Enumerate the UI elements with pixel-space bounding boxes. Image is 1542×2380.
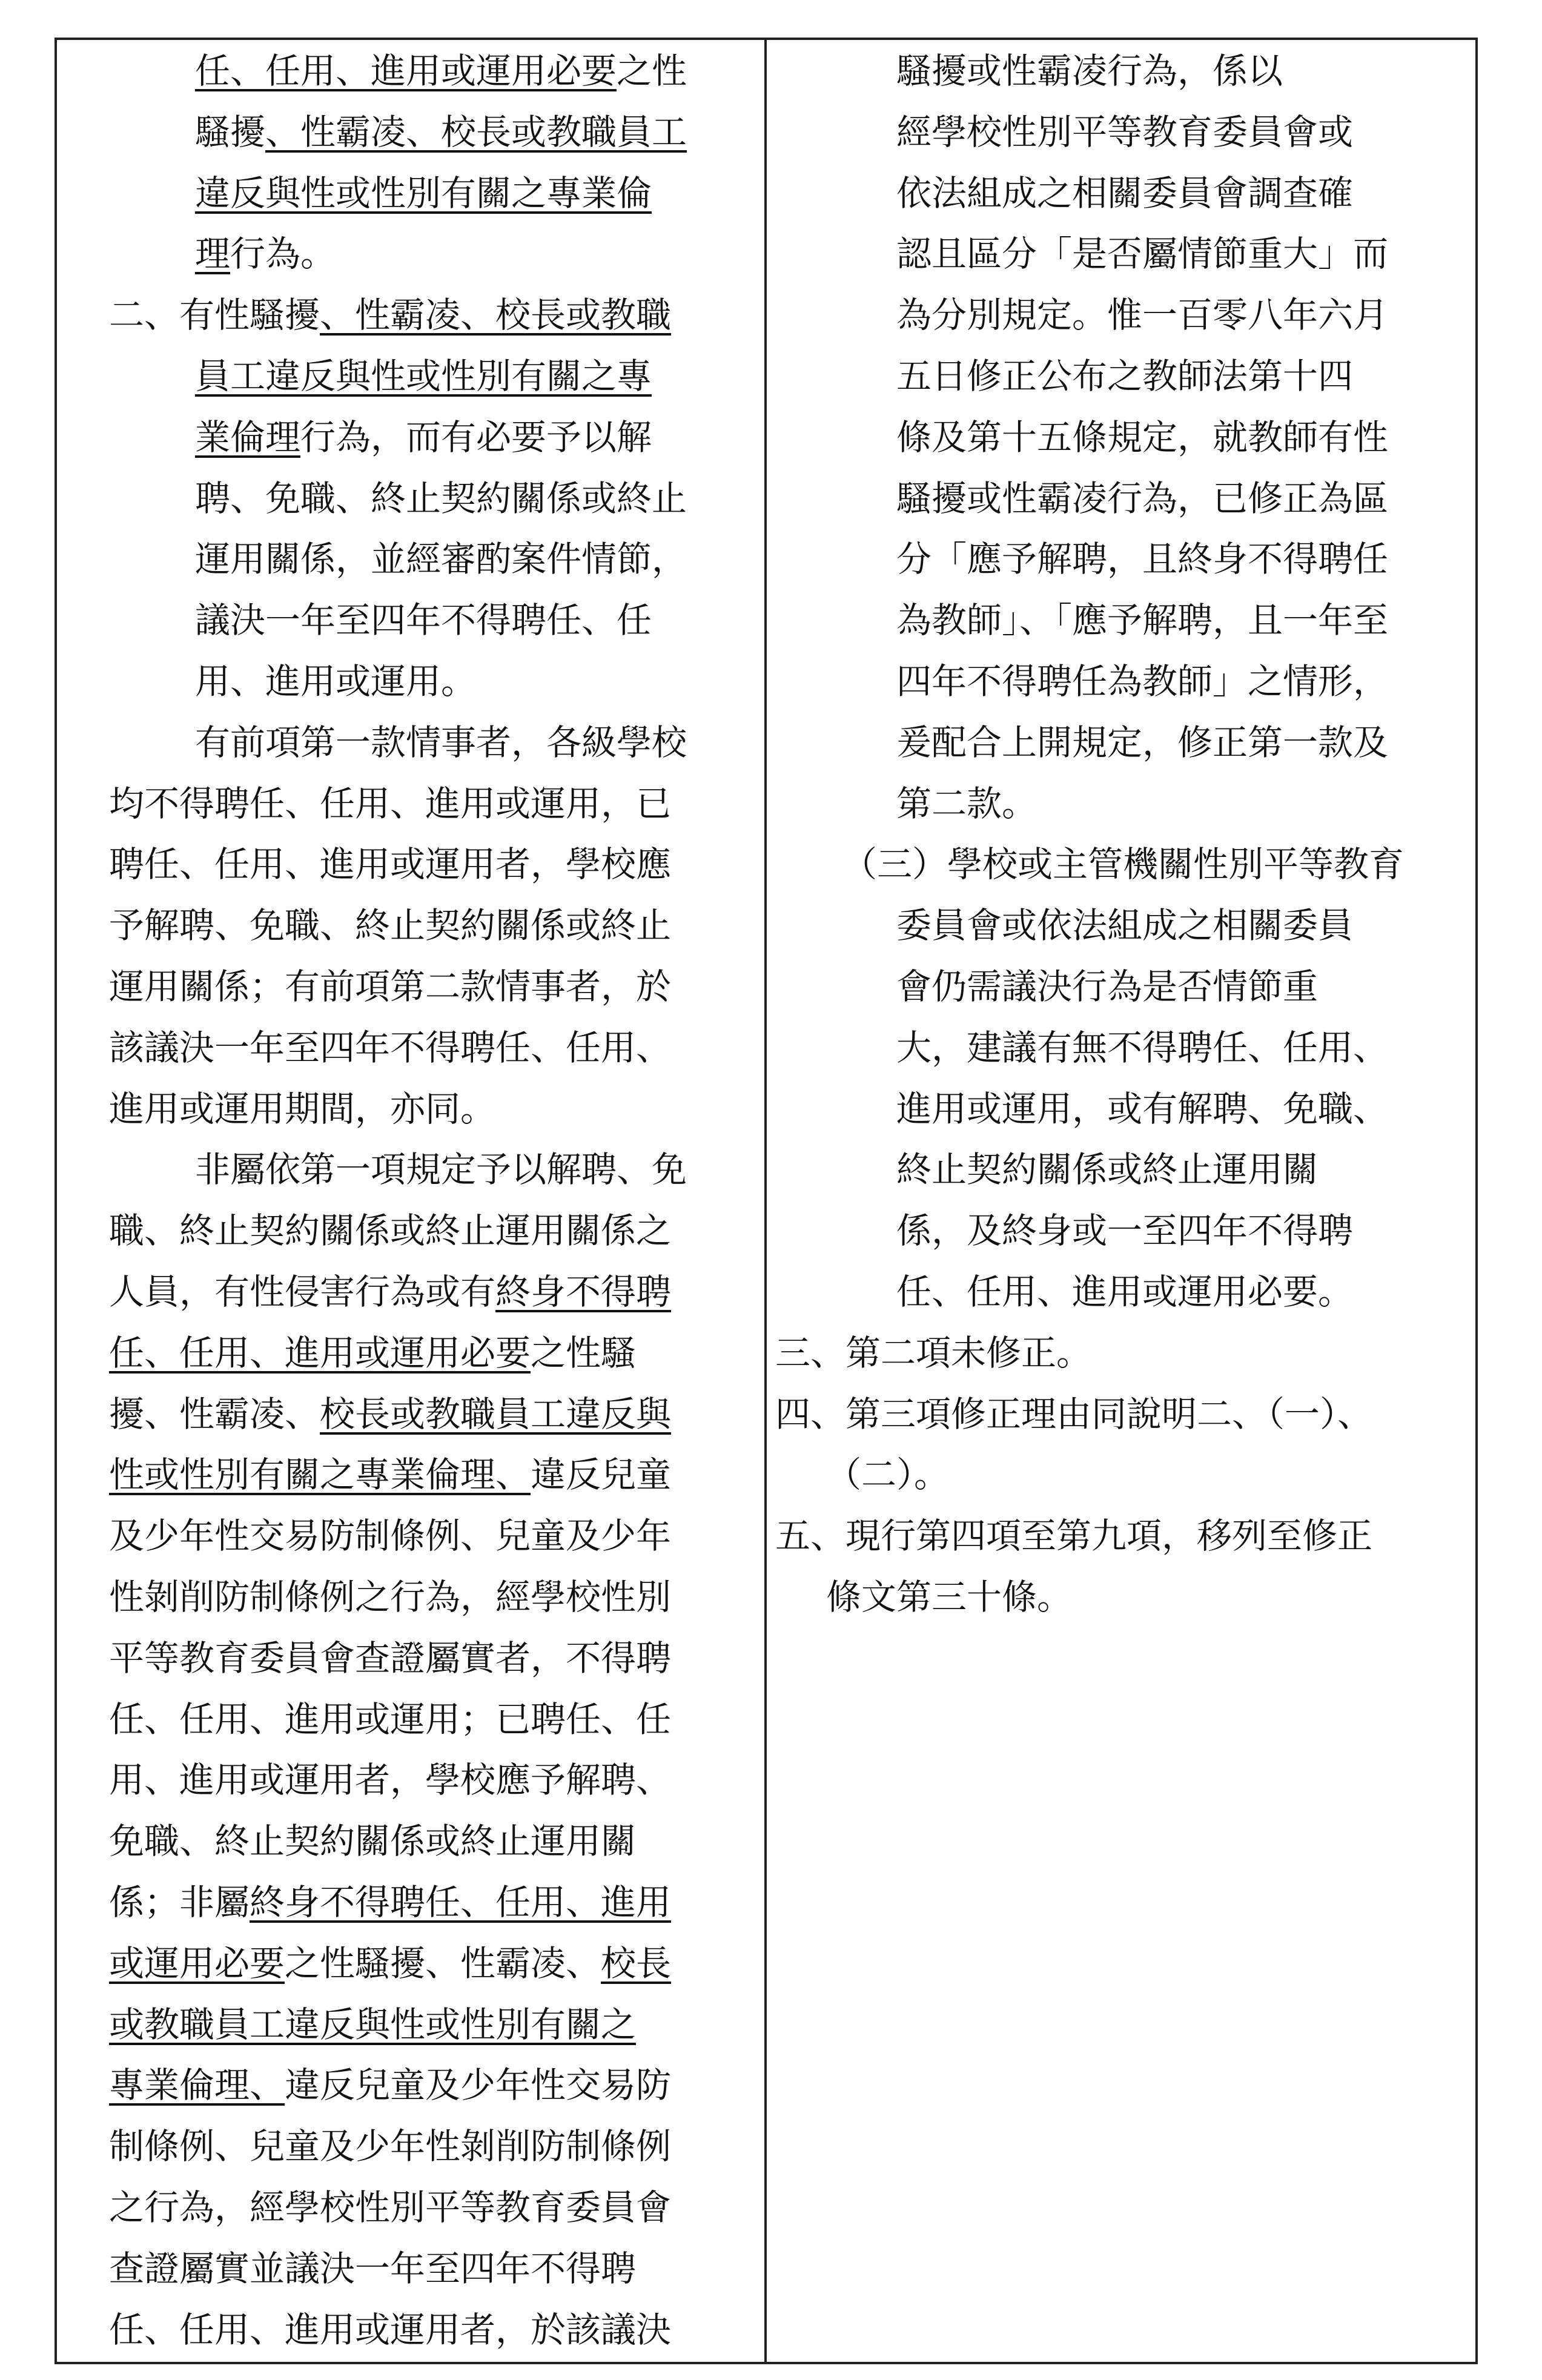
text-line: [109, 843, 671, 885]
underlined-text: 、性霸凌、校長或教職: [320, 294, 672, 336]
text-line: [109, 1576, 671, 1618]
text-run: 進用或運用期間，亦同。: [109, 1088, 496, 1129]
text-run: 人員，有性侵害行為或有: [109, 1271, 496, 1312]
text-line: [896, 1271, 1353, 1313]
text-line: [109, 2309, 671, 2351]
underlined-text: 員工違反與性或性別有關之專: [195, 355, 652, 397]
underlined-text: 性或性別有關之專業倫理、: [109, 1454, 531, 1496]
text-line: [109, 2003, 636, 2046]
text-line: [109, 2186, 671, 2229]
text-run: 用、進用或運用者，學校應予解聘、: [109, 1759, 672, 1801]
text-run: 議決一年至四年不得聘任、任: [195, 600, 652, 641]
text-run: 任、任用、進用或運用必要。: [896, 1271, 1354, 1312]
text-run: 職、終止契約關係或終止運用關係之: [109, 1210, 672, 1252]
text-run: 行為，而有必要予以解: [300, 416, 652, 458]
text-run: 分「應予解聘，且終身不得聘任: [896, 538, 1389, 580]
text-run: 制條例、兒童及少年性剝削防制條例: [109, 2126, 672, 2167]
text-run: 經學校性別平等教育委員會或: [896, 111, 1354, 153]
underlined-text: 理: [195, 233, 231, 275]
text-line: [195, 233, 336, 275]
text-line: [195, 355, 652, 397]
text-run: 第二款。: [896, 782, 1037, 824]
text-run: 騷擾或性霸凌行為，係以: [896, 50, 1283, 91]
text-run: 五、現行第四項至第九項，移列至修正: [775, 1515, 1373, 1557]
underlined-text: 或教職員工違反與性或性別有關之: [109, 2003, 637, 2045]
text-run: 行為。: [230, 233, 336, 275]
text-line: [109, 1820, 636, 1862]
text-run: 為分別規定。惟一百零八年六月: [896, 294, 1389, 336]
text-run: 條文第三十條。: [826, 1576, 1073, 1618]
text-line: [109, 1759, 671, 1801]
text-run: 違反兒童: [531, 1454, 672, 1496]
underlined-text: 終身不得聘: [495, 1271, 672, 1312]
text-run: 爰配合上開規定，修正第一款及: [896, 721, 1389, 763]
text-line: [896, 782, 1037, 825]
text-line: [896, 416, 1388, 458]
text-line: [109, 1026, 671, 1069]
text-run: 依法組成之相關委員會調查確: [896, 172, 1354, 214]
text-run: 進用或運用，或有解聘、免職、: [896, 1088, 1389, 1129]
text-line: [195, 172, 652, 214]
text-run: 該議決一年至四年不得聘任、任用、: [109, 1026, 672, 1068]
text-run: 任、任用、進用或運用；已聘任、任: [109, 1698, 672, 1740]
text-run: 大，建議有無不得聘任、任用、: [896, 1026, 1389, 1068]
text-run: （二）。: [826, 1454, 950, 1496]
text-line: [842, 843, 1404, 885]
text-run: 平等教育委員會查證屬實者，不得聘: [109, 1637, 672, 1679]
text-run: 擾、性霸凌、: [109, 1393, 320, 1435]
text-run: 予解聘、免職、終止契約關係或終止: [109, 905, 672, 947]
text-line: [195, 477, 687, 520]
underlined-text: 校長或教職員工違反與: [320, 1393, 672, 1435]
text-line: [896, 1026, 1388, 1069]
text-line: [109, 2125, 671, 2167]
text-run: 為教師」、「應予解聘，且一年至: [896, 600, 1389, 641]
text-line: [109, 904, 671, 947]
text-line: [109, 1271, 671, 1313]
underlined-text: 業倫理: [195, 416, 301, 458]
text-line: [109, 1942, 671, 1985]
text-run: 及少年性交易防制條例、兒童及少年: [109, 1515, 672, 1557]
text-run: 五日修正公布之教師法第十四: [896, 355, 1354, 397]
text-run: （三）學校或主管機關性別平等教育: [842, 844, 1405, 885]
underlined-text: 任、任用、進用或運用必要: [195, 50, 617, 91]
text-line: [109, 1209, 671, 1252]
text-run: 條及第十五條規定，就教師有性: [896, 416, 1389, 458]
text-line: [826, 1576, 1072, 1618]
text-line: [896, 721, 1388, 764]
text-run: 係，及終身或一至四年不得聘: [896, 1210, 1354, 1252]
text-line: [896, 172, 1353, 214]
text-line: [896, 294, 1388, 336]
text-run: 違反兒童及少年性交易防: [285, 2064, 672, 2106]
text-line: [896, 477, 1388, 520]
text-run: 非屬依第一項規定予以解聘、免: [195, 1149, 687, 1191]
text-run: 免職、終止契約關係或終止運用關: [109, 1820, 637, 1862]
text-line: [109, 2064, 671, 2106]
text-line: [896, 1088, 1388, 1130]
text-line: [109, 1088, 495, 1130]
text-line: [896, 50, 1283, 92]
text-run: 聘、免職、終止契約關係或終止: [195, 477, 687, 519]
text-line: [109, 2247, 636, 2290]
text-line: [195, 111, 687, 153]
text-run: 二、有性騷擾: [109, 294, 320, 336]
text-line: [109, 1515, 671, 1557]
text-run: 騷擾或性霸凌行為，已修正為區: [896, 477, 1389, 519]
text-line: [896, 233, 1388, 275]
text-line: [195, 599, 652, 641]
text-line: [896, 599, 1388, 641]
text-run: 終止契約關係或終止運用關: [896, 1149, 1319, 1191]
text-run: 有前項第一款情事者，各級學校: [195, 721, 687, 763]
text-run: 之性: [617, 50, 687, 91]
text-run: 委員會或依法組成之相關委員: [896, 905, 1354, 947]
text-line: [109, 1453, 671, 1496]
underlined-text: 專業倫理、: [109, 2064, 285, 2106]
text-line: [896, 355, 1353, 397]
text-line: [896, 904, 1353, 947]
text-run: 性剝削防制條例之行為，經學校性別: [109, 1576, 672, 1618]
text-run: 四、第三項修正理由同說明二、（一）、: [775, 1393, 1373, 1435]
text-line: [109, 1698, 671, 1740]
text-run: 會仍需議決行為是否情節重: [896, 966, 1319, 1007]
text-line: [896, 1148, 1318, 1191]
text-run: 均不得聘任、任用、進用或運用，已: [109, 782, 672, 824]
text-line: [195, 1148, 687, 1191]
text-line: [195, 50, 687, 92]
text-run: 查證屬實並議決一年至四年不得聘: [109, 2247, 637, 2289]
text-line: [896, 538, 1388, 580]
text-line: [896, 111, 1353, 153]
text-line: [775, 1515, 1372, 1557]
underlined-text: 校長: [601, 1942, 672, 1984]
underlined-text: 、性霸凌、校長或教職員工: [265, 111, 687, 153]
text-line: [775, 1332, 1091, 1374]
underlined-text: 終身不得聘任、任用、進用: [250, 1882, 672, 1923]
text-line: [896, 660, 1388, 702]
text-run: 認且區分「是否屬情節重大」而: [896, 233, 1389, 275]
text-run: 運用關係，並經審酌案件情節，: [195, 538, 687, 580]
text-line: [195, 416, 652, 458]
text-line: [896, 1209, 1353, 1252]
text-run: 任、任用、進用或運用者，於該議決: [109, 2309, 672, 2350]
underlined-text: 違反與性或性別有關之專業倫: [195, 172, 652, 214]
text-run: 騷擾: [195, 111, 266, 153]
text-run: 三、第二項未修正。: [775, 1332, 1092, 1373]
text-line: [896, 965, 1318, 1008]
text-run: 係；非屬: [109, 1882, 250, 1923]
text-run: 之性騷擾、性霸凌、: [285, 1942, 601, 1984]
text-line: [109, 965, 671, 1008]
text-run: 之行為，經學校性別平等教育委員會: [109, 2187, 672, 2228]
text-line: [109, 1393, 671, 1435]
text-line: [826, 1453, 949, 1496]
text-line: [109, 782, 671, 825]
text-line: [195, 660, 476, 702]
text-run: 四年不得聘任為教師」之情形，: [896, 661, 1389, 702]
text-line: [109, 1637, 671, 1679]
underlined-text: 任、任用、進用或運用必要: [109, 1332, 531, 1373]
text-line: [195, 721, 687, 764]
text-run: 運用關係；有前項第二款情事者，於: [109, 966, 672, 1007]
column-divider: [764, 38, 767, 2364]
underlined-text: 或運用必要: [109, 1942, 285, 1984]
text-run: 之性騷: [531, 1332, 637, 1373]
text-line: [195, 538, 687, 580]
text-line: [109, 1332, 636, 1374]
text-run: 聘任、任用、進用或運用者，學校應: [109, 844, 672, 885]
text-line: [775, 1393, 1372, 1435]
text-line: [109, 1881, 671, 1923]
text-run: 用、進用或運用。: [195, 661, 477, 702]
text-line: [109, 294, 671, 336]
